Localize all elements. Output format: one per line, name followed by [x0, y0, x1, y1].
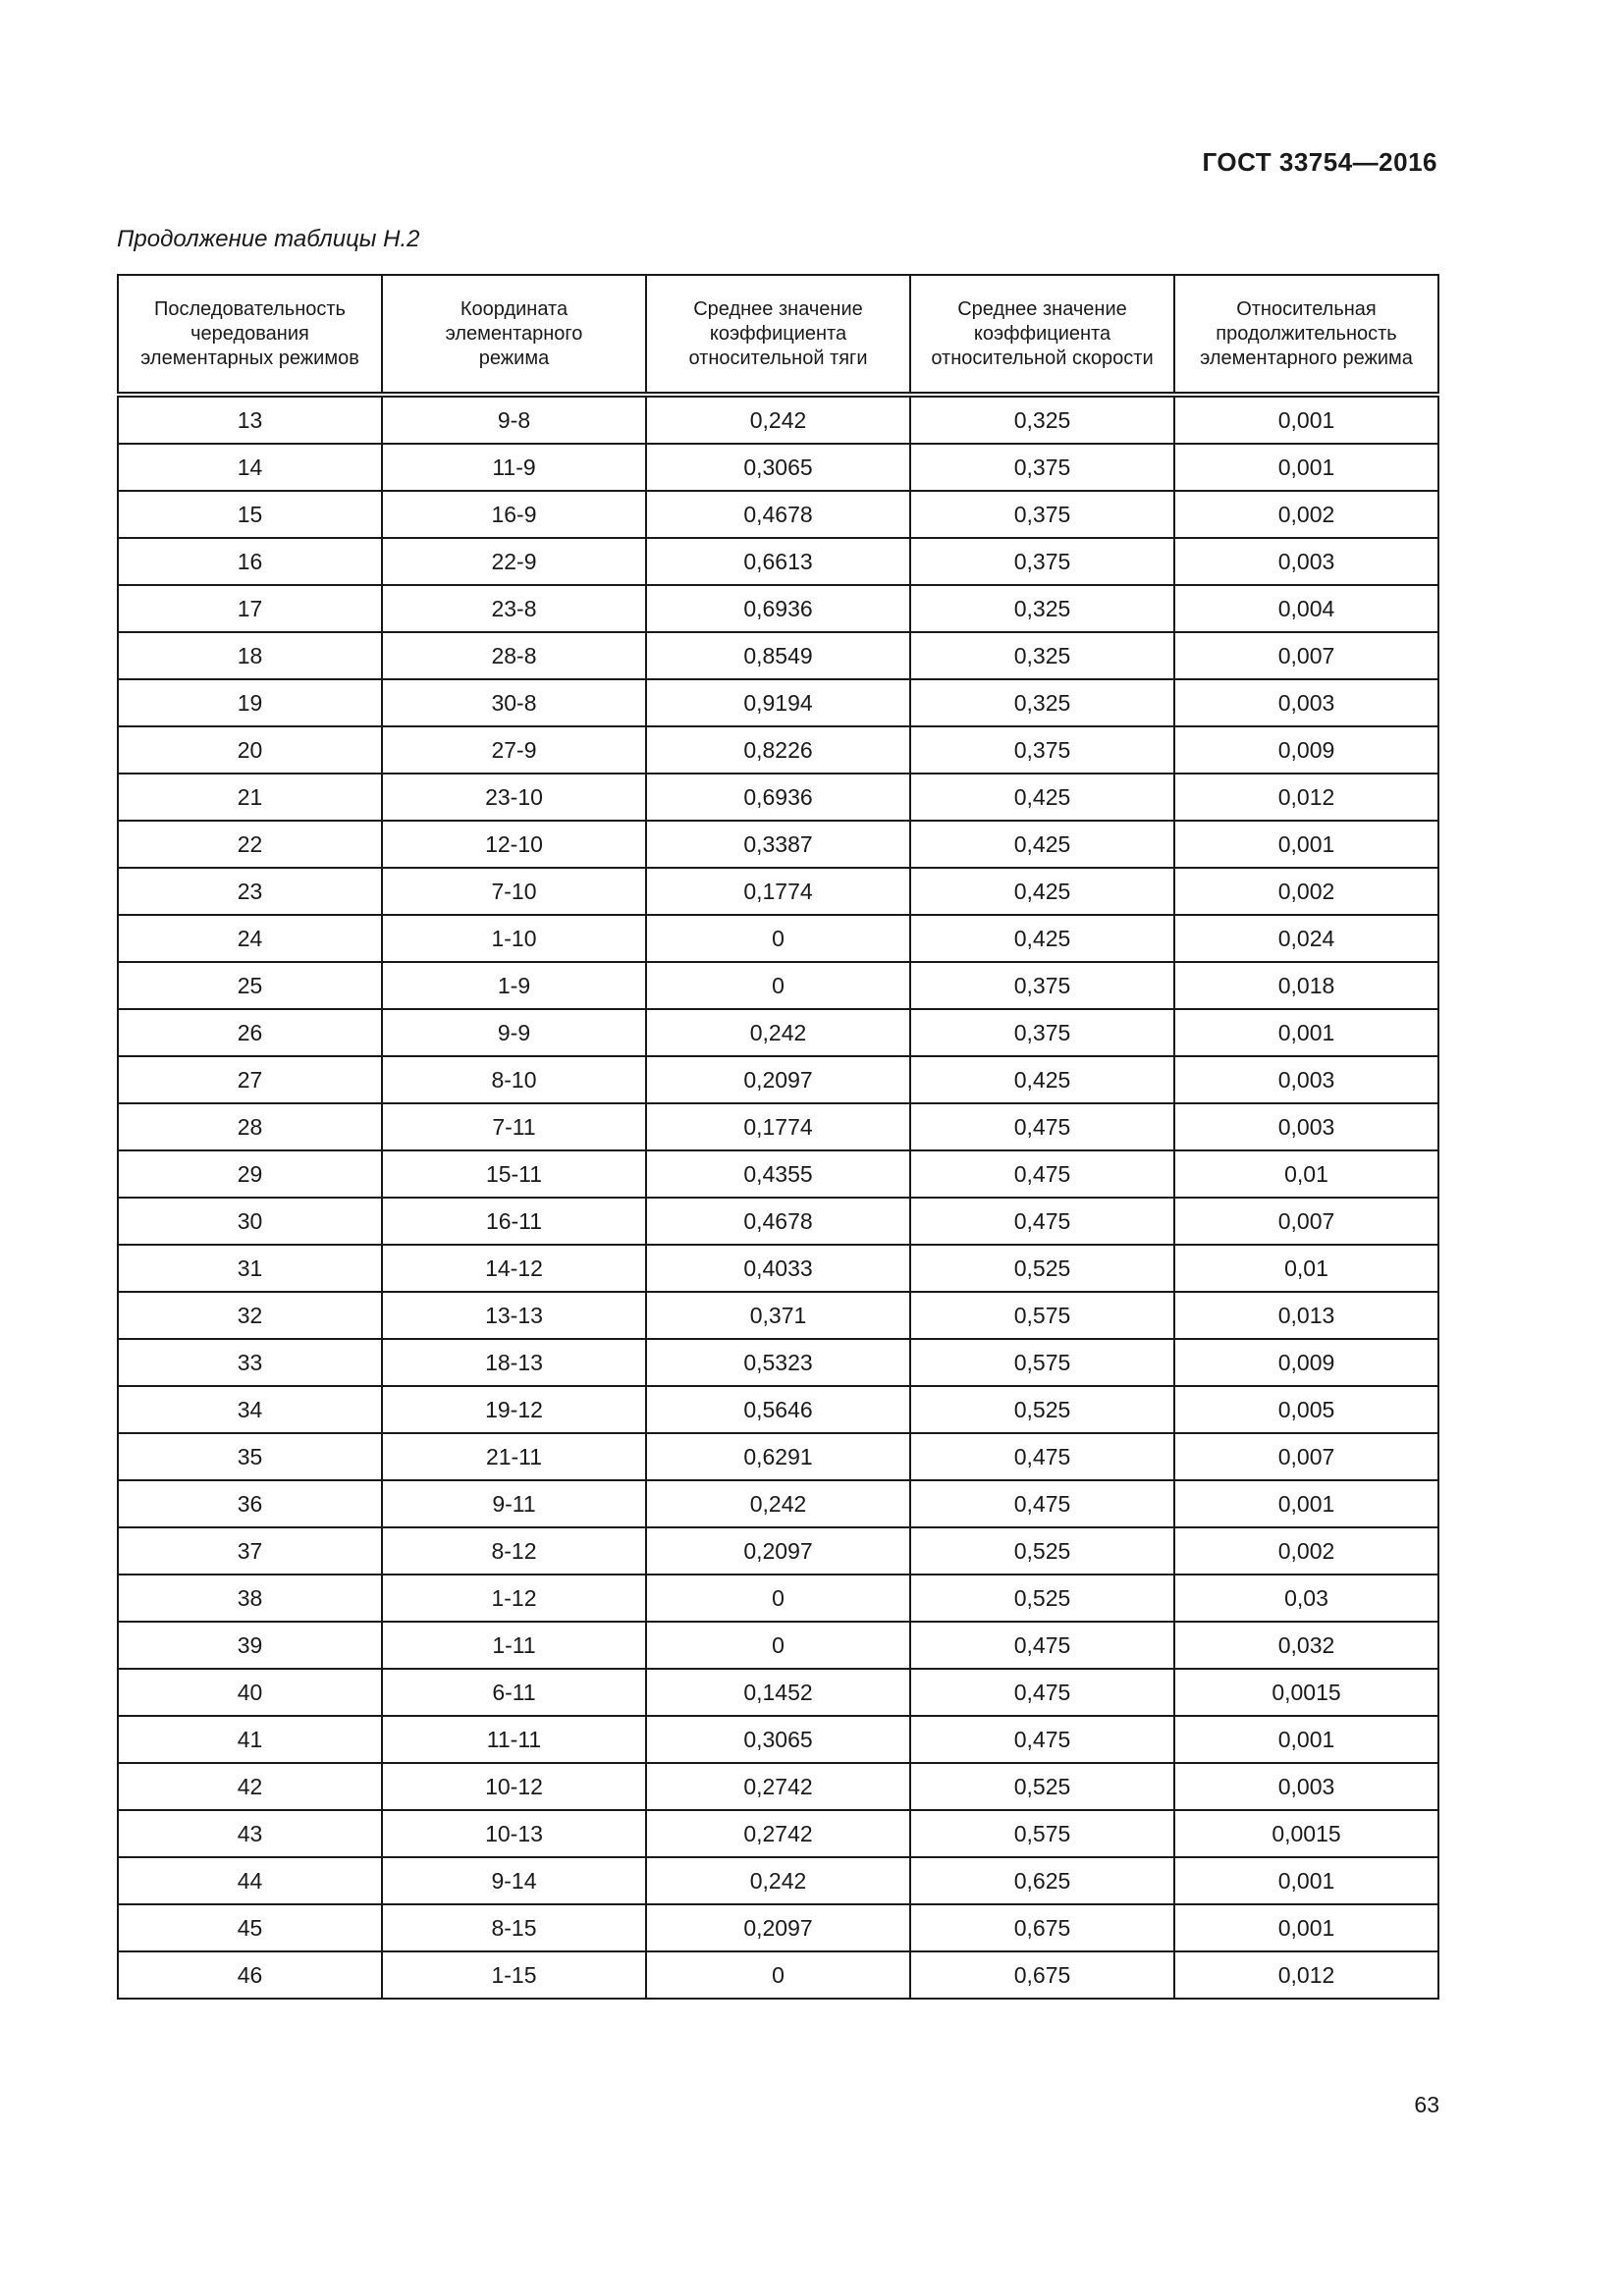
- table-row: [118, 1386, 1438, 1433]
- cell-duration: 0,001: [1174, 395, 1438, 444]
- cell-speed: 0,475: [910, 1622, 1174, 1669]
- column-header-thrust-coefficient: Среднее значение коэффициента относительной тяги: [646, 275, 910, 395]
- cell-duration: 0,001: [1174, 1716, 1438, 1763]
- cell-duration: 0,0015: [1174, 1810, 1438, 1857]
- cell-coordinate: 27-9: [382, 726, 646, 774]
- column-header-speed-coefficient: Среднее значение коэффициента относительной скорости: [910, 275, 1174, 395]
- cell-speed: 0,375: [910, 491, 1174, 538]
- cell-coordinate: 28-8: [382, 632, 646, 679]
- cell-duration: 0,002: [1174, 491, 1438, 538]
- cell-coordinate: 16-9: [382, 491, 646, 538]
- cell-sequence: 16: [118, 538, 382, 585]
- cell-sequence: 14: [118, 444, 382, 491]
- cell-thrust: 0,4355: [646, 1150, 910, 1198]
- cell-coordinate: 9-11: [382, 1480, 646, 1527]
- cell-thrust: 0,6613: [646, 538, 910, 585]
- cell-duration: 0,002: [1174, 868, 1438, 915]
- table-row: [118, 1009, 1438, 1056]
- cell-coordinate: 1-11: [382, 1622, 646, 1669]
- cell-duration: 0,001: [1174, 444, 1438, 491]
- cell-duration: 0,005: [1174, 1386, 1438, 1433]
- cell-sequence: 29: [118, 1150, 382, 1198]
- table-row: [118, 491, 1438, 538]
- cell-thrust: 0,2742: [646, 1810, 910, 1857]
- table-row: [118, 679, 1438, 726]
- cell-speed: 0,425: [910, 1056, 1174, 1103]
- cell-sequence: 34: [118, 1386, 382, 1433]
- table-row: [118, 1951, 1438, 1999]
- cell-speed: 0,575: [910, 1339, 1174, 1386]
- cell-speed: 0,525: [910, 1575, 1174, 1622]
- cell-speed: 0,425: [910, 774, 1174, 821]
- cell-speed: 0,375: [910, 726, 1174, 774]
- cell-sequence: 24: [118, 915, 382, 962]
- table-row: [118, 915, 1438, 962]
- table-row: [118, 1103, 1438, 1150]
- table-header: [118, 275, 1438, 395]
- cell-thrust: 0,6936: [646, 774, 910, 821]
- table-row: [118, 1292, 1438, 1339]
- cell-speed: 0,475: [910, 1669, 1174, 1716]
- cell-coordinate: 10-12: [382, 1763, 646, 1810]
- cell-sequence: 18: [118, 632, 382, 679]
- table-row: [118, 1857, 1438, 1904]
- cell-coordinate: 1-12: [382, 1575, 646, 1622]
- cell-coordinate: 22-9: [382, 538, 646, 585]
- cell-thrust: 0,242: [646, 1857, 910, 1904]
- cell-duration: 0,03: [1174, 1575, 1438, 1622]
- column-header-coordinate: Координата элементарного режима: [382, 275, 646, 395]
- cell-duration: 0,003: [1174, 1103, 1438, 1150]
- cell-duration: 0,024: [1174, 915, 1438, 962]
- table-row: [118, 1527, 1438, 1575]
- table-row: [118, 1056, 1438, 1103]
- table-body: [118, 395, 1438, 1999]
- cell-sequence: 45: [118, 1904, 382, 1951]
- table-row: [118, 538, 1438, 585]
- cell-duration: 0,003: [1174, 538, 1438, 585]
- cell-sequence: 23: [118, 868, 382, 915]
- table-row: [118, 1480, 1438, 1527]
- cell-sequence: 13: [118, 395, 382, 444]
- table-row: [118, 726, 1438, 774]
- cell-thrust: 0,4678: [646, 491, 910, 538]
- data-table: [117, 274, 1439, 2000]
- cell-speed: 0,375: [910, 538, 1174, 585]
- cell-duration: 0,018: [1174, 962, 1438, 1009]
- table-row: [118, 1575, 1438, 1622]
- cell-duration: 0,032: [1174, 1622, 1438, 1669]
- cell-thrust: 0,6291: [646, 1433, 910, 1480]
- cell-coordinate: 21-11: [382, 1433, 646, 1480]
- cell-coordinate: 23-10: [382, 774, 646, 821]
- cell-speed: 0,675: [910, 1904, 1174, 1951]
- cell-coordinate: 13-13: [382, 1292, 646, 1339]
- cell-thrust: 0,371: [646, 1292, 910, 1339]
- cell-speed: 0,475: [910, 1103, 1174, 1150]
- cell-coordinate: 8-12: [382, 1527, 646, 1575]
- cell-duration: 0,002: [1174, 1527, 1438, 1575]
- cell-coordinate: 7-11: [382, 1103, 646, 1150]
- cell-coordinate: 16-11: [382, 1198, 646, 1245]
- cell-speed: 0,375: [910, 444, 1174, 491]
- cell-speed: 0,525: [910, 1386, 1174, 1433]
- cell-thrust: 0: [646, 1622, 910, 1669]
- cell-duration: 0,012: [1174, 1951, 1438, 1999]
- cell-duration: 0,003: [1174, 1763, 1438, 1810]
- cell-duration: 0,001: [1174, 1904, 1438, 1951]
- table-row: [118, 1433, 1438, 1480]
- table-row: [118, 1810, 1438, 1857]
- cell-thrust: 0,2097: [646, 1527, 910, 1575]
- cell-coordinate: 9-8: [382, 395, 646, 444]
- cell-thrust: 0: [646, 1951, 910, 1999]
- document-code: ГОСТ 33754—2016: [1202, 147, 1437, 177]
- table-row: [118, 1763, 1438, 1810]
- cell-thrust: 0,4033: [646, 1245, 910, 1292]
- cell-duration: 0,001: [1174, 821, 1438, 868]
- cell-speed: 0,375: [910, 1009, 1174, 1056]
- cell-duration: 0,001: [1174, 1009, 1438, 1056]
- cell-sequence: 42: [118, 1763, 382, 1810]
- table-row: [118, 962, 1438, 1009]
- cell-thrust: 0,8549: [646, 632, 910, 679]
- cell-coordinate: 12-10: [382, 821, 646, 868]
- cell-sequence: 32: [118, 1292, 382, 1339]
- cell-coordinate: 10-13: [382, 1810, 646, 1857]
- cell-coordinate: 15-11: [382, 1150, 646, 1198]
- cell-sequence: 25: [118, 962, 382, 1009]
- cell-speed: 0,325: [910, 395, 1174, 444]
- table-container: [117, 274, 1439, 2000]
- cell-coordinate: 7-10: [382, 868, 646, 915]
- cell-thrust: 0,1774: [646, 868, 910, 915]
- table-row: [118, 585, 1438, 632]
- cell-duration: 0,01: [1174, 1150, 1438, 1198]
- cell-thrust: 0,5646: [646, 1386, 910, 1433]
- table-caption: Продолжение таблицы Н.2: [117, 226, 420, 252]
- cell-speed: 0,475: [910, 1198, 1174, 1245]
- table-row: [118, 868, 1438, 915]
- cell-sequence: 27: [118, 1056, 382, 1103]
- cell-sequence: 15: [118, 491, 382, 538]
- cell-thrust: 0: [646, 962, 910, 1009]
- cell-duration: 0,004: [1174, 585, 1438, 632]
- cell-speed: 0,675: [910, 1951, 1174, 1999]
- table-row: [118, 1716, 1438, 1763]
- cell-duration: 0,013: [1174, 1292, 1438, 1339]
- cell-speed: 0,425: [910, 868, 1174, 915]
- cell-sequence: 28: [118, 1103, 382, 1150]
- cell-coordinate: 1-15: [382, 1951, 646, 1999]
- cell-thrust: 0: [646, 1575, 910, 1622]
- cell-coordinate: 1-9: [382, 962, 646, 1009]
- cell-duration: 0,007: [1174, 1433, 1438, 1480]
- cell-speed: 0,525: [910, 1527, 1174, 1575]
- cell-duration: 0,001: [1174, 1480, 1438, 1527]
- cell-thrust: 0,242: [646, 1480, 910, 1527]
- column-header-relative-duration: Относительная продолжительность элементарного режима: [1174, 275, 1438, 395]
- table-row: [118, 1622, 1438, 1669]
- cell-speed: 0,325: [910, 585, 1174, 632]
- cell-coordinate: 9-9: [382, 1009, 646, 1056]
- table-row: [118, 1669, 1438, 1716]
- cell-coordinate: 6-11: [382, 1669, 646, 1716]
- cell-thrust: 0,1774: [646, 1103, 910, 1150]
- cell-coordinate: 11-11: [382, 1716, 646, 1763]
- cell-thrust: 0: [646, 915, 910, 962]
- table-row: [118, 774, 1438, 821]
- cell-sequence: 26: [118, 1009, 382, 1056]
- table-row: [118, 1339, 1438, 1386]
- table-row: [118, 1150, 1438, 1198]
- cell-thrust: 0,5323: [646, 1339, 910, 1386]
- cell-speed: 0,325: [910, 632, 1174, 679]
- cell-coordinate: 1-10: [382, 915, 646, 962]
- cell-speed: 0,425: [910, 915, 1174, 962]
- cell-duration: 0,007: [1174, 1198, 1438, 1245]
- column-header-sequence: Последовательность чередования элементарных режимов: [118, 275, 382, 395]
- cell-duration: 0,009: [1174, 726, 1438, 774]
- cell-speed: 0,325: [910, 679, 1174, 726]
- table-row: [118, 395, 1438, 444]
- cell-thrust: 0,8226: [646, 726, 910, 774]
- cell-sequence: 46: [118, 1951, 382, 1999]
- cell-sequence: 33: [118, 1339, 382, 1386]
- cell-coordinate: 8-15: [382, 1904, 646, 1951]
- cell-duration: 0,012: [1174, 774, 1438, 821]
- cell-thrust: 0,9194: [646, 679, 910, 726]
- cell-sequence: 31: [118, 1245, 382, 1292]
- cell-thrust: 0,6936: [646, 585, 910, 632]
- cell-speed: 0,575: [910, 1810, 1174, 1857]
- table-row: [118, 1198, 1438, 1245]
- cell-sequence: 38: [118, 1575, 382, 1622]
- cell-speed: 0,575: [910, 1292, 1174, 1339]
- cell-coordinate: 30-8: [382, 679, 646, 726]
- cell-sequence: 19: [118, 679, 382, 726]
- cell-thrust: 0,3387: [646, 821, 910, 868]
- cell-coordinate: 18-13: [382, 1339, 646, 1386]
- table-row: [118, 1904, 1438, 1951]
- cell-duration: 0,001: [1174, 1857, 1438, 1904]
- cell-thrust: 0,2097: [646, 1056, 910, 1103]
- cell-duration: 0,0015: [1174, 1669, 1438, 1716]
- cell-sequence: 35: [118, 1433, 382, 1480]
- cell-sequence: 20: [118, 726, 382, 774]
- cell-duration: 0,01: [1174, 1245, 1438, 1292]
- cell-coordinate: 8-10: [382, 1056, 646, 1103]
- cell-thrust: 0,4678: [646, 1198, 910, 1245]
- cell-coordinate: 11-9: [382, 444, 646, 491]
- cell-speed: 0,375: [910, 962, 1174, 1009]
- cell-speed: 0,475: [910, 1480, 1174, 1527]
- cell-sequence: 37: [118, 1527, 382, 1575]
- cell-thrust: 0,1452: [646, 1669, 910, 1716]
- cell-speed: 0,525: [910, 1763, 1174, 1810]
- cell-coordinate: 9-14: [382, 1857, 646, 1904]
- cell-coordinate: 23-8: [382, 585, 646, 632]
- cell-thrust: 0,3065: [646, 1716, 910, 1763]
- cell-duration: 0,003: [1174, 679, 1438, 726]
- page-number: 63: [1414, 2092, 1439, 2117]
- cell-sequence: 17: [118, 585, 382, 632]
- cell-sequence: 21: [118, 774, 382, 821]
- cell-thrust: 0,242: [646, 1009, 910, 1056]
- header-row: [118, 275, 1438, 395]
- table-row: [118, 632, 1438, 679]
- cell-speed: 0,525: [910, 1245, 1174, 1292]
- cell-sequence: 22: [118, 821, 382, 868]
- table-row: [118, 1245, 1438, 1292]
- cell-speed: 0,425: [910, 821, 1174, 868]
- cell-coordinate: 19-12: [382, 1386, 646, 1433]
- cell-speed: 0,475: [910, 1433, 1174, 1480]
- cell-speed: 0,475: [910, 1716, 1174, 1763]
- cell-sequence: 43: [118, 1810, 382, 1857]
- cell-coordinate: 14-12: [382, 1245, 646, 1292]
- cell-duration: 0,003: [1174, 1056, 1438, 1103]
- cell-duration: 0,009: [1174, 1339, 1438, 1386]
- cell-thrust: 0,2742: [646, 1763, 910, 1810]
- cell-duration: 0,007: [1174, 632, 1438, 679]
- cell-speed: 0,625: [910, 1857, 1174, 1904]
- cell-sequence: 40: [118, 1669, 382, 1716]
- cell-sequence: 44: [118, 1857, 382, 1904]
- cell-sequence: 39: [118, 1622, 382, 1669]
- cell-sequence: 36: [118, 1480, 382, 1527]
- table-row: [118, 444, 1438, 491]
- cell-thrust: 0,242: [646, 395, 910, 444]
- table-row: [118, 821, 1438, 868]
- cell-thrust: 0,3065: [646, 444, 910, 491]
- cell-sequence: 30: [118, 1198, 382, 1245]
- cell-speed: 0,475: [910, 1150, 1174, 1198]
- cell-sequence: 41: [118, 1716, 382, 1763]
- cell-thrust: 0,2097: [646, 1904, 910, 1951]
